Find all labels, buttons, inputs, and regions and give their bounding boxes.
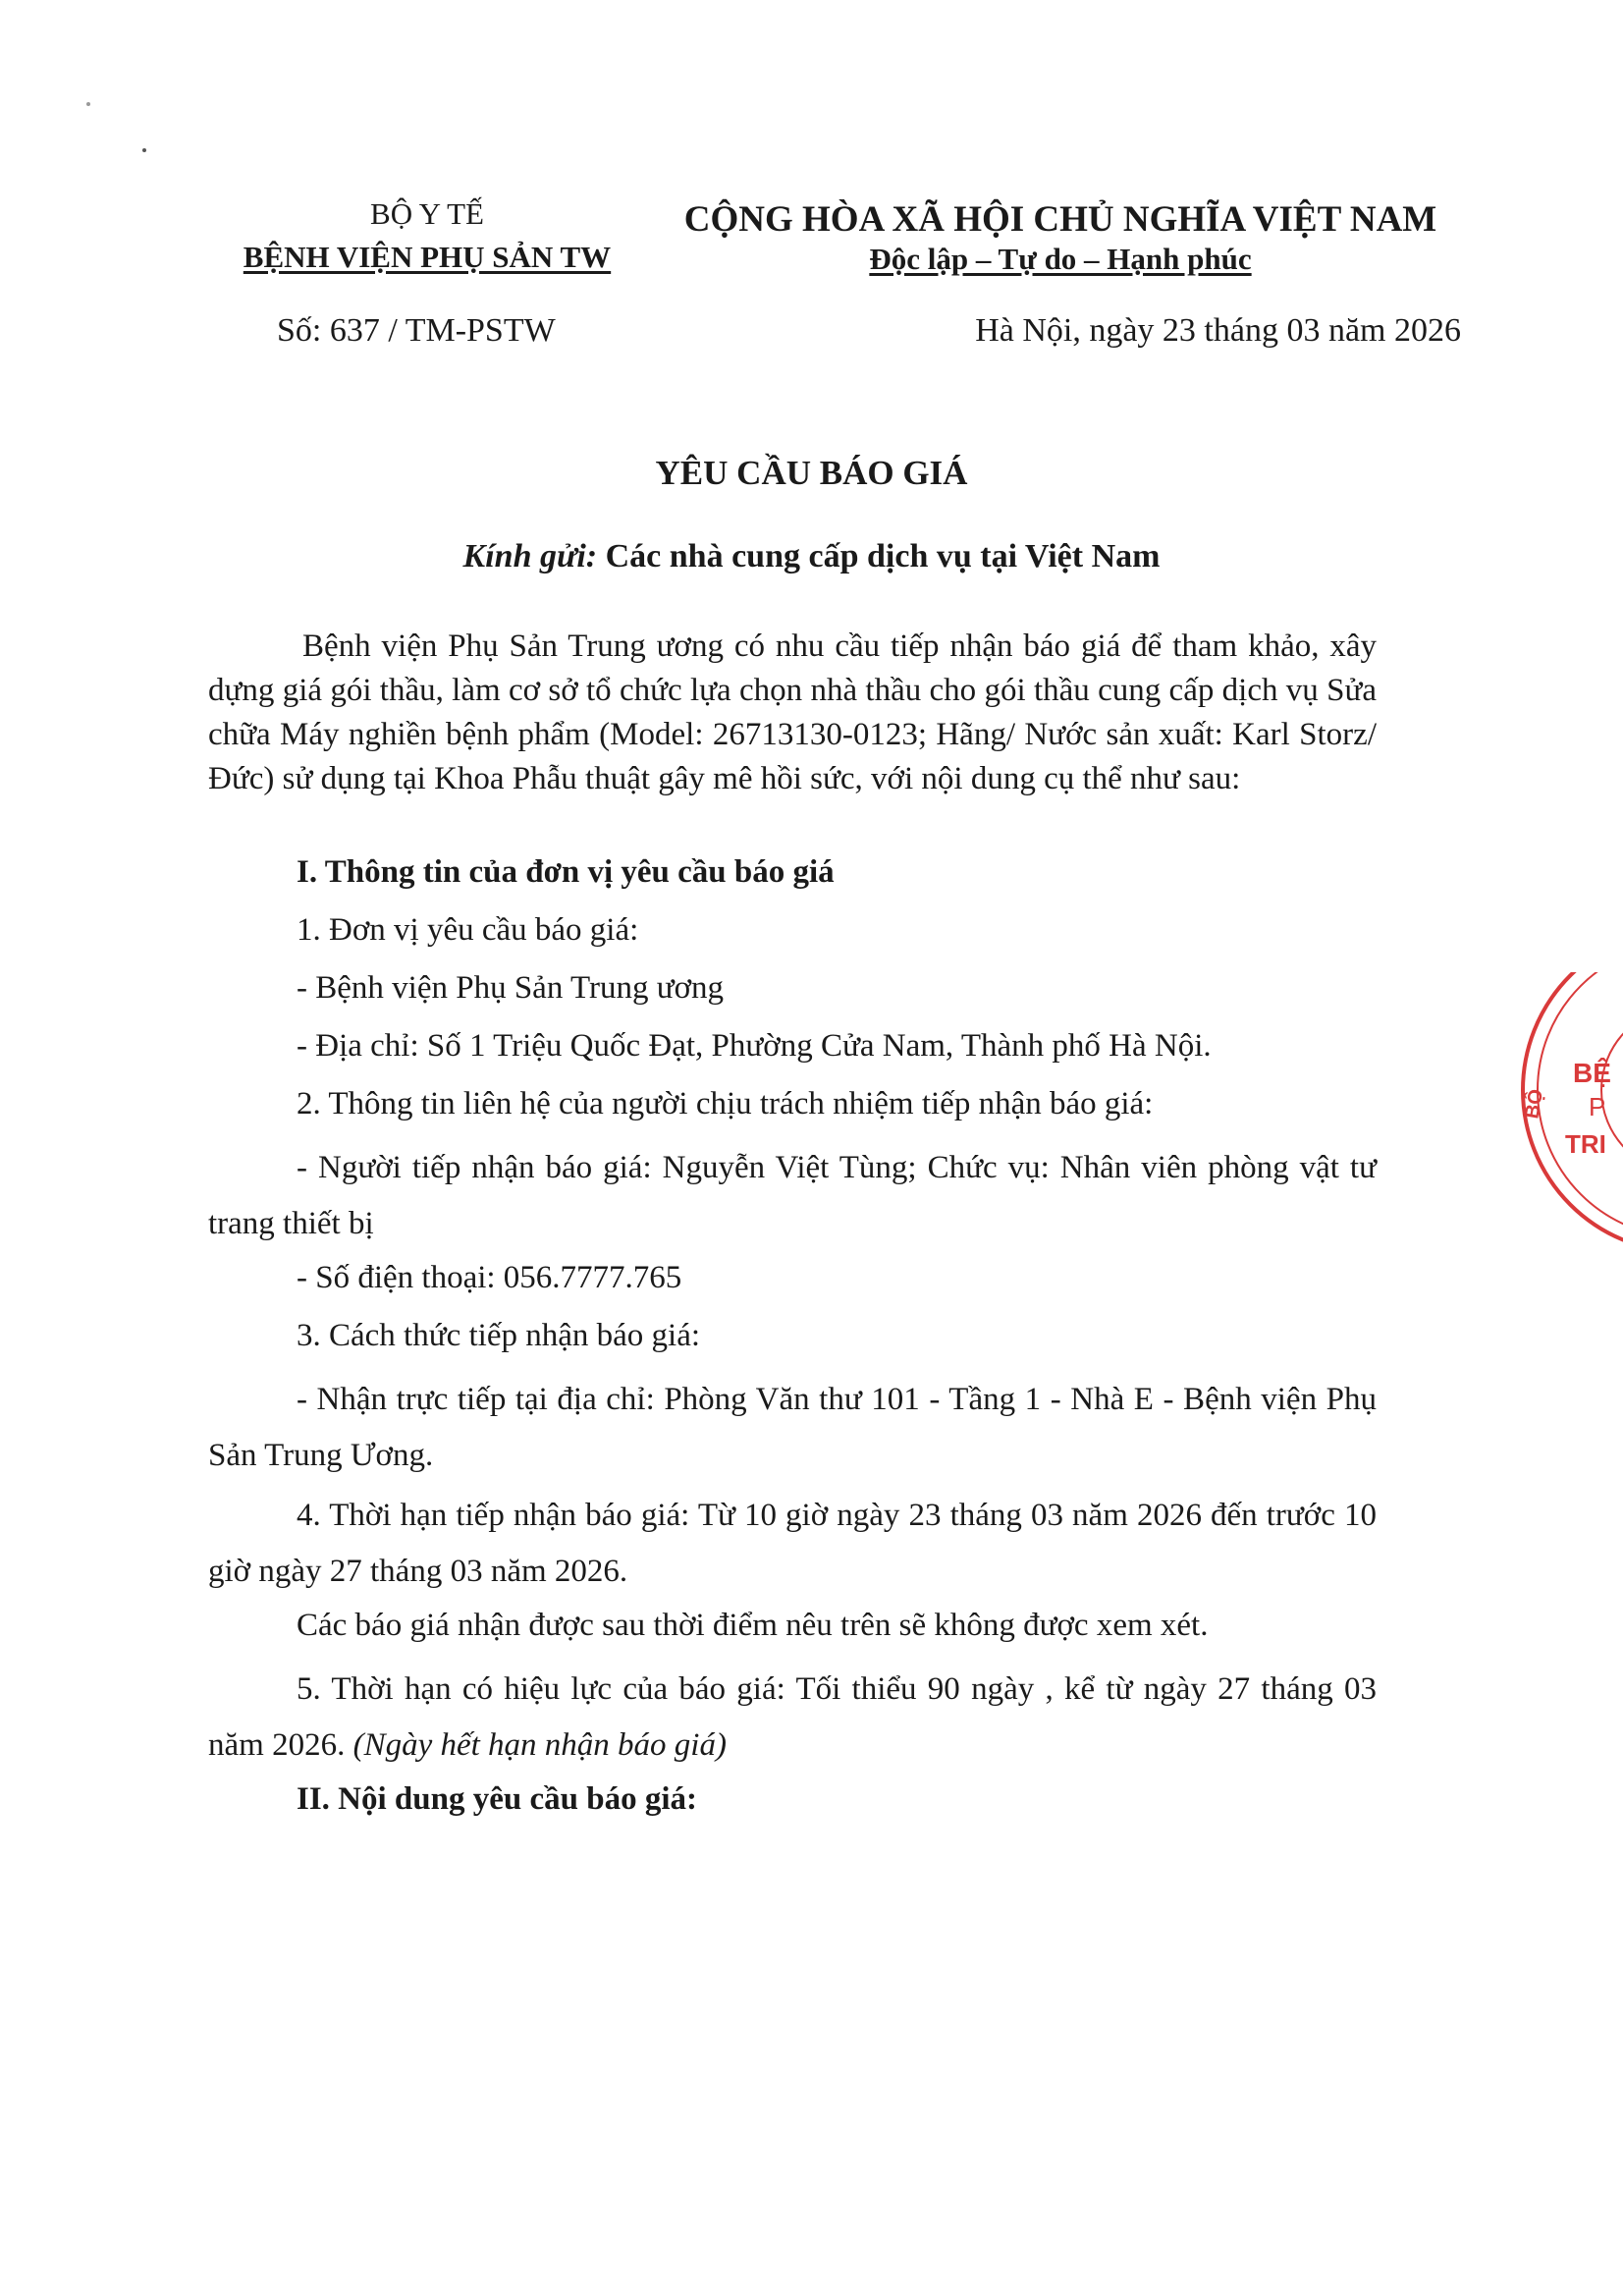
- stamp-text-side: BỘ: [1521, 1087, 1548, 1121]
- late-notice: Các báo giá nhận được sau thời điểm nêu trên sẽ không được xem xét.: [297, 1608, 1209, 1643]
- unit-address: - Địa chỉ: Số 1 Triệu Quốc Đạt, Phường Cửa Nam, Thành phố Hà Nội.: [297, 1028, 1212, 1064]
- item5-note: (Ngày hết hạn nhận báo giá): [352, 1727, 727, 1763]
- greeting-recipient: Các nhà cung cấp dịch vụ tại Việt Nam: [605, 538, 1161, 574]
- national-motto: Độc lập – Tự do – Hạnh phúc: [869, 242, 1252, 276]
- scan-speck: [86, 102, 90, 106]
- official-stamp: [1508, 972, 1623, 1267]
- document-title: YÊU CẦU BÁO GIÁ: [655, 454, 968, 492]
- greeting-prefix: Kính gửi:: [462, 538, 598, 574]
- item4-deadline: 4. Thời hạn tiếp nhận báo giá: Từ 10 giờ ngày 23 tháng 03 năm 2026 đến trước 10 giờ ngày 27 tháng 03 năm 2026.: [208, 1498, 1377, 1589]
- item2-label: 2. Thông tin liên hệ của người chịu trách nhiệm tiếp nhận báo giá:: [297, 1086, 1154, 1121]
- place-date: Hà Nội, ngày 23 tháng 03 năm 2026: [975, 312, 1461, 349]
- intro-paragraph: Bệnh viện Phụ Sản Trung ương có nhu cầu tiếp nhận báo giá để tham khảo, xây dựng giá gói thầu, làm cơ sở tổ chức lựa chọn nhà thầu cho gói thầu cung cấp dịch vụ Sửa chữa Máy nghiền bệnh phẩm (Model: 26713130-0123; Hãng/ Nước sản xuất: Karl Storz/ Đức) sử dụng tại Khoa Phẫu thuật gây mê hồi sức, với nội dung cụ thể như sau:: [208, 629, 1377, 796]
- stamp-text-1: BỆ: [1573, 1058, 1611, 1088]
- greeting: [0, 538, 1623, 575]
- hospital-name: BỆNH VIỆN PHỤ SẢN TW: [243, 240, 612, 274]
- receive-method: - Nhận trực tiếp tại địa chỉ: Phòng Văn thư 101 - Tầng 1 - Nhà E - Bệnh viện Phụ Sản Trung Ương.: [208, 1382, 1377, 1473]
- scan-speck: [142, 148, 146, 152]
- ministry-name: BỘ Y TẾ: [370, 196, 484, 231]
- contact-phone: - Số điện thoại: 056.7777.765: [297, 1260, 682, 1295]
- section1-heading: I. Thông tin của đơn vị yêu cầu báo giá: [297, 854, 835, 890]
- national-title: CỘNG HÒA XÃ HỘI CHỦ NGHĨA VIỆT NAM: [683, 199, 1437, 240]
- section2-heading: II. Nội dung yêu cầu báo giá:: [297, 1781, 698, 1817]
- stamp-inner-ring: [1538, 972, 1623, 1237]
- item5-validity: 5. Thời hạn có hiệu lực của báo giá: Tối thiểu 90 ngày , kể từ ngày 27 tháng 03 năm 2026. (Ngày hết hạn nhận báo giá): [208, 1671, 1377, 1763]
- stamp-text-2: P: [1589, 1092, 1606, 1121]
- document-number: Số: 637 / TM-PSTW: [277, 312, 556, 349]
- item3-label: 3. Cách thức tiếp nhận báo giá:: [297, 1318, 701, 1353]
- item1-label: 1. Đơn vị yêu cầu báo giá:: [297, 912, 639, 948]
- contact-person: - Người tiếp nhận báo giá: Nguyễn Việt Tùng; Chức vụ: Nhân viên phòng vật tư trang thiết bị: [208, 1150, 1377, 1241]
- unit-name: - Bệnh viện Phụ Sản Trung ương: [297, 970, 725, 1006]
- stamp-text-3: TRI: [1565, 1129, 1606, 1159]
